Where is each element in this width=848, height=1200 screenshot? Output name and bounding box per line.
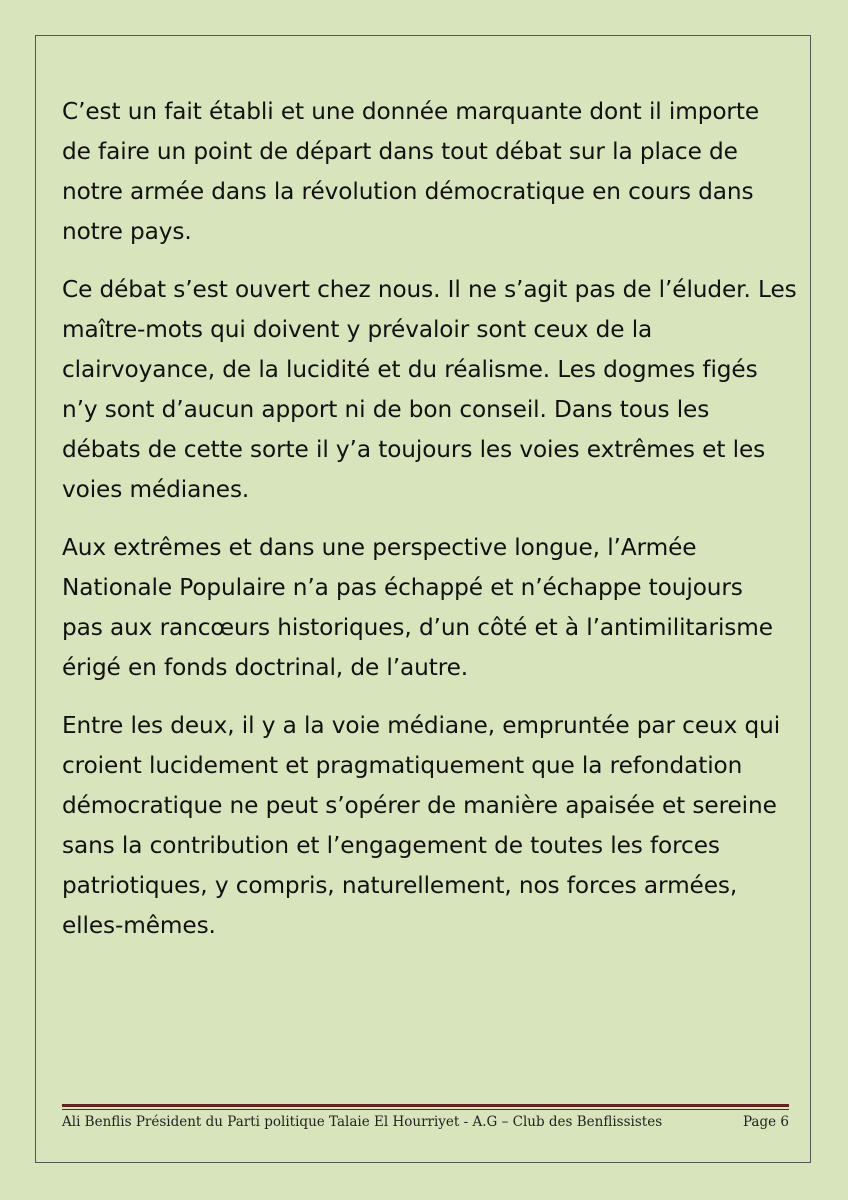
paragraph-1 bbox=[62, 92, 782, 252]
document-body bbox=[62, 92, 797, 964]
paragraph-line: Ce débat s’est ouvert chez nous. Il ne s’agit pas de l’éluder. Les bbox=[62, 276, 797, 303]
paragraph-line: érigé en fonds doctrinal, de l’autre. bbox=[62, 654, 469, 681]
paragraph-line: notre armée dans la révolution démocratique en cours dans bbox=[62, 178, 754, 205]
paragraph-line: Aux extrêmes et dans une perspective longue, l’Armée bbox=[62, 534, 697, 561]
paragraph-line: patriotiques, y compris, naturellement, nos forces armées, bbox=[62, 872, 738, 899]
page-number: Page 6 bbox=[742, 1114, 789, 1130]
paragraph-line: n’y sont d’aucun apport ni de bon conseil. Dans tous les bbox=[62, 396, 710, 423]
paragraph-line: de faire un point de départ dans tout débat sur la place de bbox=[62, 138, 738, 165]
paragraph-line: elles-mêmes. bbox=[62, 912, 216, 939]
paragraph-line: maître-mots qui doivent y prévaloir sont ceux de la bbox=[62, 316, 653, 343]
paragraph-3 bbox=[62, 528, 782, 688]
paragraph-line: démocratique ne peut s’opérer de manière apaisée et sereine bbox=[62, 792, 777, 819]
paragraph-line: voies médianes. bbox=[62, 476, 250, 503]
paragraph-line: croient lucidement et pragmatiquement que la refondation bbox=[62, 752, 743, 779]
paragraph-line: Entre les deux, il y a la voie médiane, empruntée par ceux qui bbox=[62, 712, 781, 739]
paragraph-line: Nationale Populaire n’a pas échappé et n’échappe toujours bbox=[62, 574, 743, 601]
paragraph-line: débats de cette sorte il y’a toujours les voies extrêmes et les bbox=[62, 436, 766, 463]
footer-divider-thick bbox=[62, 1104, 789, 1107]
paragraph-line: C’est un fait établi et une donnée marquante dont il importe bbox=[62, 98, 760, 125]
paragraph-4 bbox=[62, 706, 782, 946]
paragraph-2 bbox=[62, 270, 797, 510]
footer-divider-thin bbox=[62, 1109, 789, 1110]
paragraph-line: clairvoyance, de la lucidité et du réalisme. Les dogmes figés bbox=[62, 356, 758, 383]
footer-author-text: Ali Benflis Président du Parti politique Talaie El Hourriyet - A.G – Club des Benflissistes bbox=[62, 1114, 663, 1130]
paragraph-line: notre pays. bbox=[62, 218, 192, 245]
paragraph-line: pas aux rancœurs historiques, d’un côté et à l’antimilitarisme bbox=[62, 614, 773, 641]
paragraph-line: sans la contribution et l’engagement de toutes les forces bbox=[62, 832, 720, 859]
